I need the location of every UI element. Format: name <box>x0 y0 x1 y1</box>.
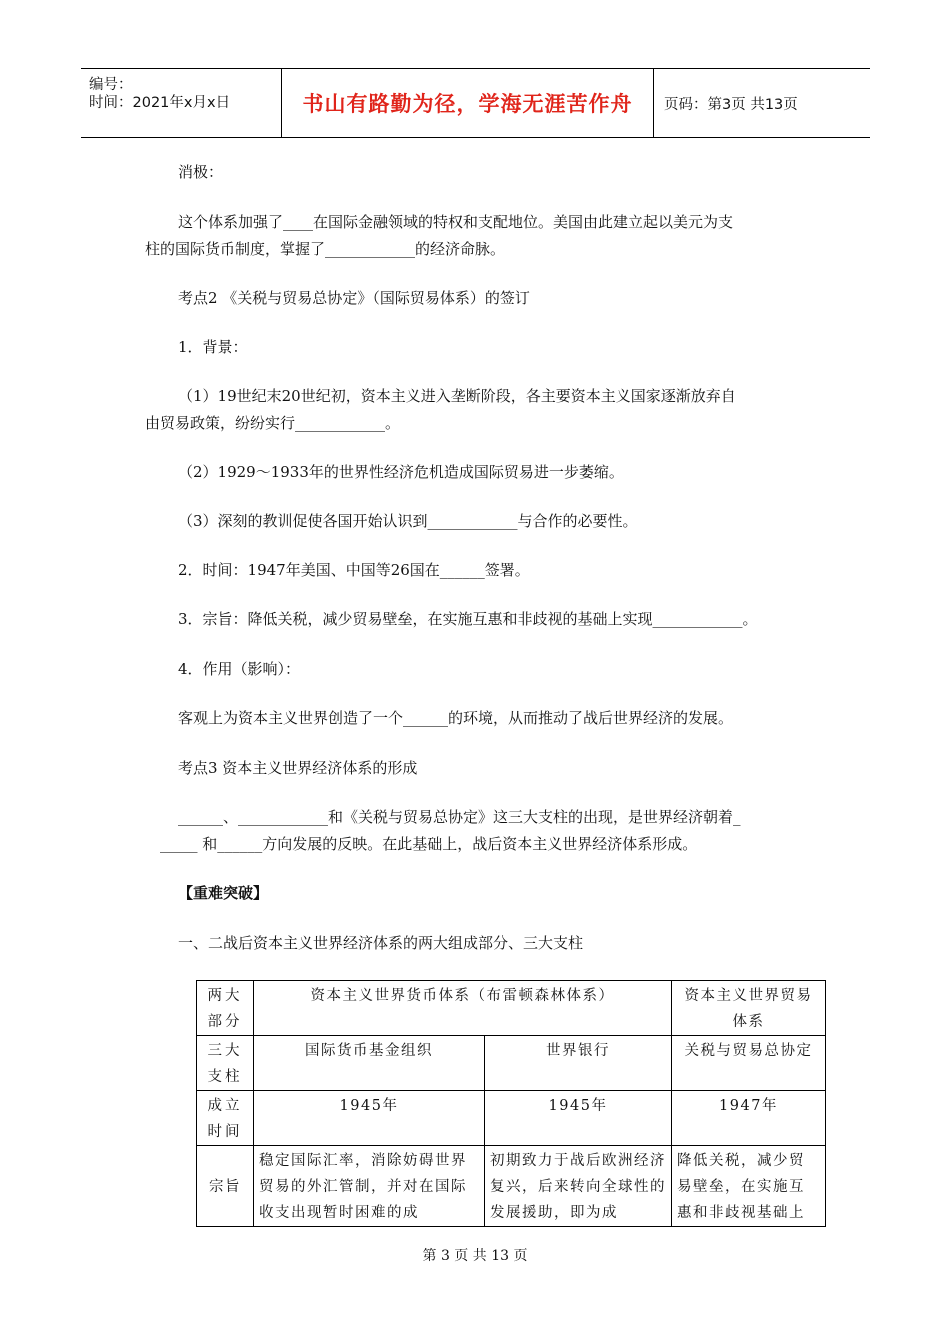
row-head-purpose: 宗旨 <box>197 1146 254 1227</box>
economic-system-table <box>196 980 826 1227</box>
monetary-system-cell: 资本主义世界货币体系（布雷顿森林体系） <box>254 981 672 1036</box>
table-row <box>197 1091 826 1146</box>
world-bank-founded-cell: 1945年 <box>485 1091 672 1146</box>
gatt-purpose-cell: 降低关税，减少贸易壁垒，在实施互惠和非歧视基础上 <box>672 1146 826 1227</box>
imf-purpose-cell: 稳定国际汇率，消除妨碍世界贸易的外汇管制，并对在国际收支出现暂时困难的成 <box>254 1146 485 1227</box>
background-item-1-line-2: 由贸易政策，纷纷实行____________。 <box>145 414 401 432</box>
imf-cell: 国际货币基金组织 <box>254 1036 485 1091</box>
header-motto-cell <box>282 69 654 137</box>
table-row <box>197 1036 826 1091</box>
kaodian-2-heading: 考点2 《关税与贸易总协定》（国际贸易体系）的签订 <box>178 289 530 307</box>
purpose-item: 3．宗旨：降低关税，减少贸易壁垒，在实施互惠和非歧视的基础上实现____________。 <box>178 610 758 628</box>
background-item-3: （3）深刻的教训促使各国开始认识到____________与合作的必要性。 <box>178 512 638 530</box>
table-row <box>197 1146 826 1227</box>
effect-title: 4．作用（影响）： <box>178 660 301 678</box>
imf-founded-cell: 1945年 <box>254 1091 485 1146</box>
negative-label: 消极： <box>178 163 224 181</box>
kaodian-3-line-2: _____ 和______方向发展的反映。在此基础上，战后资本主义世界经济体系形成。 <box>160 835 698 853</box>
kaodian-3-line-1: ______、____________和《关税与贸易总协定》这三大支柱的出现，是世界经济朝着_ <box>178 808 741 826</box>
gatt-founded-cell: 1947年 <box>672 1091 826 1146</box>
background-title: 1．背景： <box>178 338 248 356</box>
background-item-2: （2）1929～1933年的世界性经济危机造成国际贸易进一步萎缩。 <box>178 463 624 481</box>
kaodian-3-heading: 考点3 资本主义世界经济体系的形成 <box>178 759 418 777</box>
background-item-1-line-1: （1）19世纪末20世纪初，资本主义进入垄断阶段，各主要资本主义国家逐渐放弃自 <box>178 387 736 405</box>
trade-system-cell: 资本主义世界贸易体系 <box>672 981 826 1036</box>
row-head-pillars: 三大支柱 <box>197 1036 254 1091</box>
world-bank-purpose-cell: 初期致力于战后欧洲经济复兴，后来转向全球性的发展援助，即为成 <box>485 1146 672 1227</box>
header-meta-cell <box>81 69 282 137</box>
row-head-parts: 两大部分 <box>197 981 254 1036</box>
paragraph-1-line-1: 这个体系加强了____在国际金融领域的特权和支配地位。美国由此建立起以美元为支 <box>178 213 734 231</box>
time-item: 2．时间：1947年美国、中国等26国在______签署。 <box>178 561 530 579</box>
page-footer: 第 3 页 共 13 页 <box>422 1248 528 1264</box>
world-bank-cell: 世界银行 <box>485 1036 672 1091</box>
header-motto: 书山有路勤为径，学海无涯苦作舟 <box>302 92 633 116</box>
effect-text: 客观上为资本主义世界创造了一个______的环境，从而推动了战后世界经济的发展。 <box>178 709 734 727</box>
row-head-founded: 成立时间 <box>197 1091 254 1146</box>
header-page-info: 页码：第3页 共13页 <box>664 96 798 113</box>
section-1-title: 一、二战后资本主义世界经济体系的两大组成部分、三大支柱 <box>178 934 584 952</box>
table-row <box>197 981 826 1036</box>
gatt-cell: 关税与贸易总协定 <box>672 1036 826 1091</box>
focus-heading: 【重难突破】 <box>178 884 269 902</box>
document-number-label: 编号： <box>89 77 133 93</box>
document-date-label: 时间：2021年x月x日 <box>89 95 231 111</box>
page-header <box>81 68 870 138</box>
paragraph-1-line-2: 柱的国际货币制度，掌握了____________的经济命脉。 <box>145 240 506 258</box>
